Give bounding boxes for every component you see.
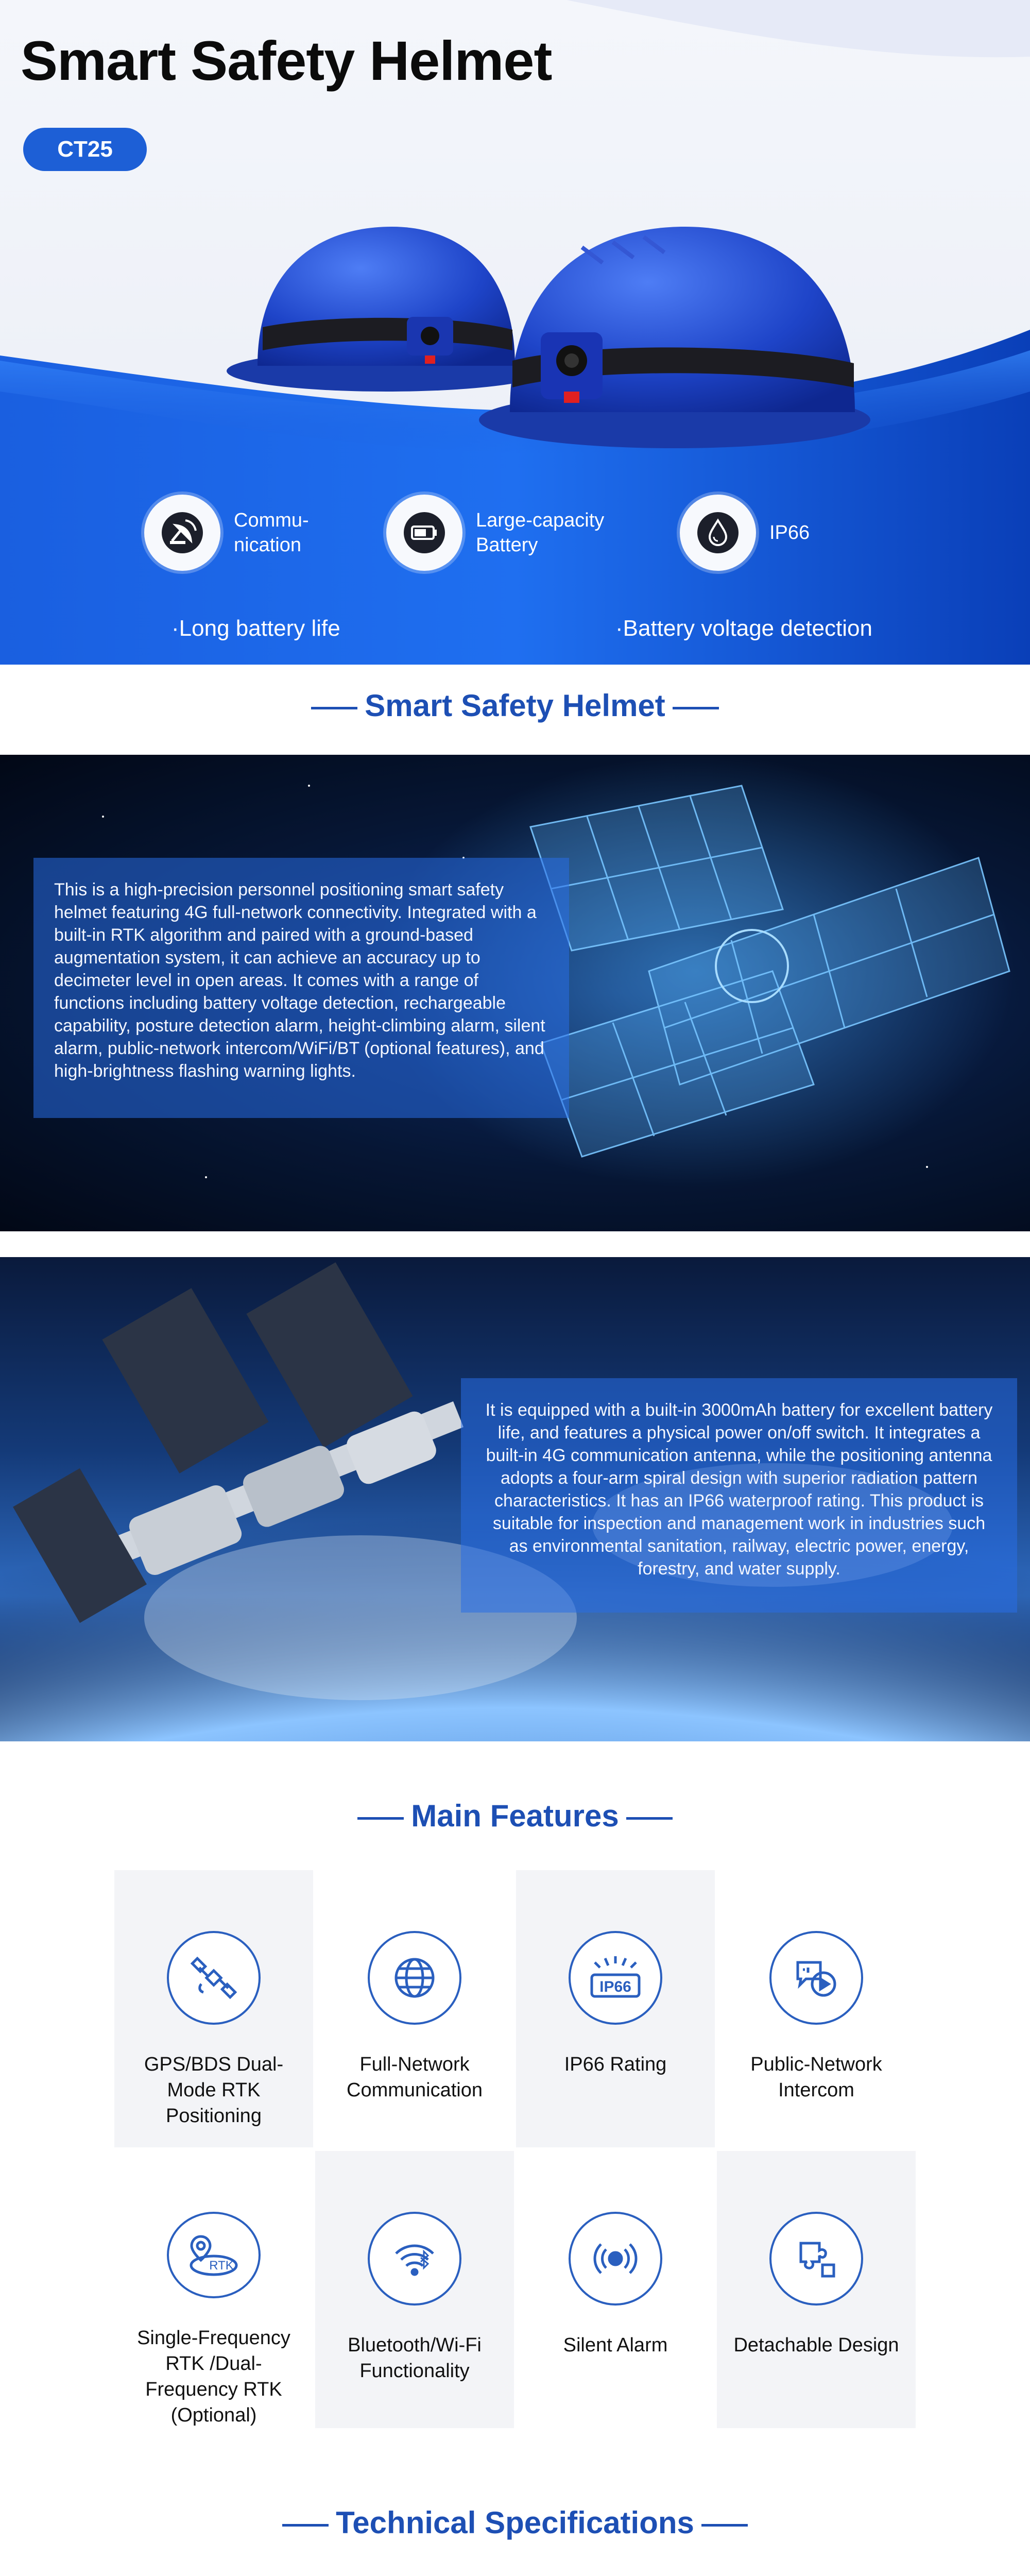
feature-communication-line2: nication — [234, 534, 301, 556]
satellite-icon — [167, 1931, 261, 2025]
feature-ip66-label: IP66 — [769, 522, 810, 544]
hero-section — [0, 0, 1030, 665]
detachable-icon — [769, 2212, 863, 2306]
feature-label-ip66: IP66 Rating — [564, 2054, 667, 2075]
feature-communication — [144, 495, 309, 571]
feature-card-rtk — [114, 2151, 313, 2428]
battery-icon — [386, 495, 462, 571]
main-features-heading-text: Main Features — [411, 1799, 619, 1833]
intro-panel-space-station — [0, 1257, 1030, 1741]
feature-card-bluetooth-wifi — [315, 2151, 514, 2428]
water-drop-icon — [680, 495, 756, 571]
feature-label-rtk: Single-Frequency RTK /Dual-Frequency RTK (Optional) — [137, 2327, 290, 2426]
feature-label-silent-alarm: Silent Alarm — [563, 2334, 668, 2356]
intro-panel-satellite — [0, 755, 1030, 1231]
ip66-icon — [569, 1931, 662, 2025]
ip66-icon-text: IP66 — [599, 1978, 631, 1995]
feature-label-bluetooth-wifi: Bluetooth/Wi-Fi Functionality — [348, 2334, 482, 2382]
feature-battery-line2: Battery — [476, 534, 538, 556]
feature-card-full-network — [315, 1870, 514, 2147]
feature-battery — [386, 495, 604, 571]
alarm-icon — [569, 2212, 662, 2306]
feature-battery-line1: Large-capacity — [476, 510, 605, 531]
feature-label-intercom: Public-Network Intercom — [750, 2054, 882, 2101]
wifi-bluetooth-icon — [368, 2212, 461, 2306]
hero-feature-row — [0, 495, 1030, 577]
globe-icon — [368, 1931, 461, 2025]
section-heading-main-features — [0, 1798, 1030, 1834]
model-badge: CT25 — [23, 128, 147, 171]
tech-specs-heading-text: Technical Specifications — [336, 2505, 694, 2540]
intro-text-box-1: This is a high-precision personnel positioning smart safety helmet featuring 4G full-network connectivity. Integrated with a built-in RTK algorithm and paired with a ground-based augmentation system, it can achieve an accuracy up to decimeter level in open areas. It comes with a range of functions including battery voltage detection, rechargeable capability, posture detection alarm, height-climbing alarm, silent alarm, public-network intercom/WiFi/BT (optional features), and high-brightness flashing warning lights. — [33, 858, 569, 1118]
rtk-icon — [167, 2212, 261, 2298]
feature-card-ip66 — [516, 1870, 715, 2147]
rtk-icon-text: RTK — [209, 2259, 234, 2273]
bullet-long-battery-life: ·Long battery life — [171, 616, 340, 641]
feature-label-full-network: Full-Network Communication — [347, 2054, 483, 2101]
feature-label-detachable: Detachable Design — [733, 2334, 899, 2356]
feature-ip66 — [680, 495, 810, 571]
features-grid — [114, 1870, 918, 2429]
helmet-product-image — [221, 185, 891, 474]
section-heading-intro — [0, 688, 1030, 723]
feature-communication-line1: Commu- — [234, 510, 309, 531]
intercom-icon — [769, 1931, 863, 2025]
feature-label-gps-rtk: GPS/BDS Dual-Mode RTK Positioning — [144, 2054, 284, 2127]
page-title: Smart Safety Helmet — [21, 29, 552, 92]
bullet-battery-voltage-detection: ·Battery voltage detection — [615, 616, 872, 641]
feature-card-intercom — [717, 1870, 916, 2147]
feature-card-silent-alarm — [516, 2151, 715, 2428]
satellite-dish-icon — [144, 495, 220, 571]
feature-card-detachable — [717, 2151, 916, 2428]
section-heading-tech-specs — [0, 2505, 1030, 2540]
feature-card-gps-rtk — [114, 1870, 313, 2147]
intro-text-box-2: It is equipped with a built-in 3000mAh battery for excellent battery life, and features a physical power on/off switch. It integrates a built-in 4G communication antenna, while the positioning antenna adopts a four-arm spiral design with superior radiation pattern characteristics. It has an IP66 waterproof rating. This product is suitable for inspection and management work in industries such as environmental sanitation, railway, electric power, energy, forestry, and water supply. — [461, 1378, 1017, 1613]
intro-heading-text: Smart Safety Helmet — [365, 688, 665, 723]
